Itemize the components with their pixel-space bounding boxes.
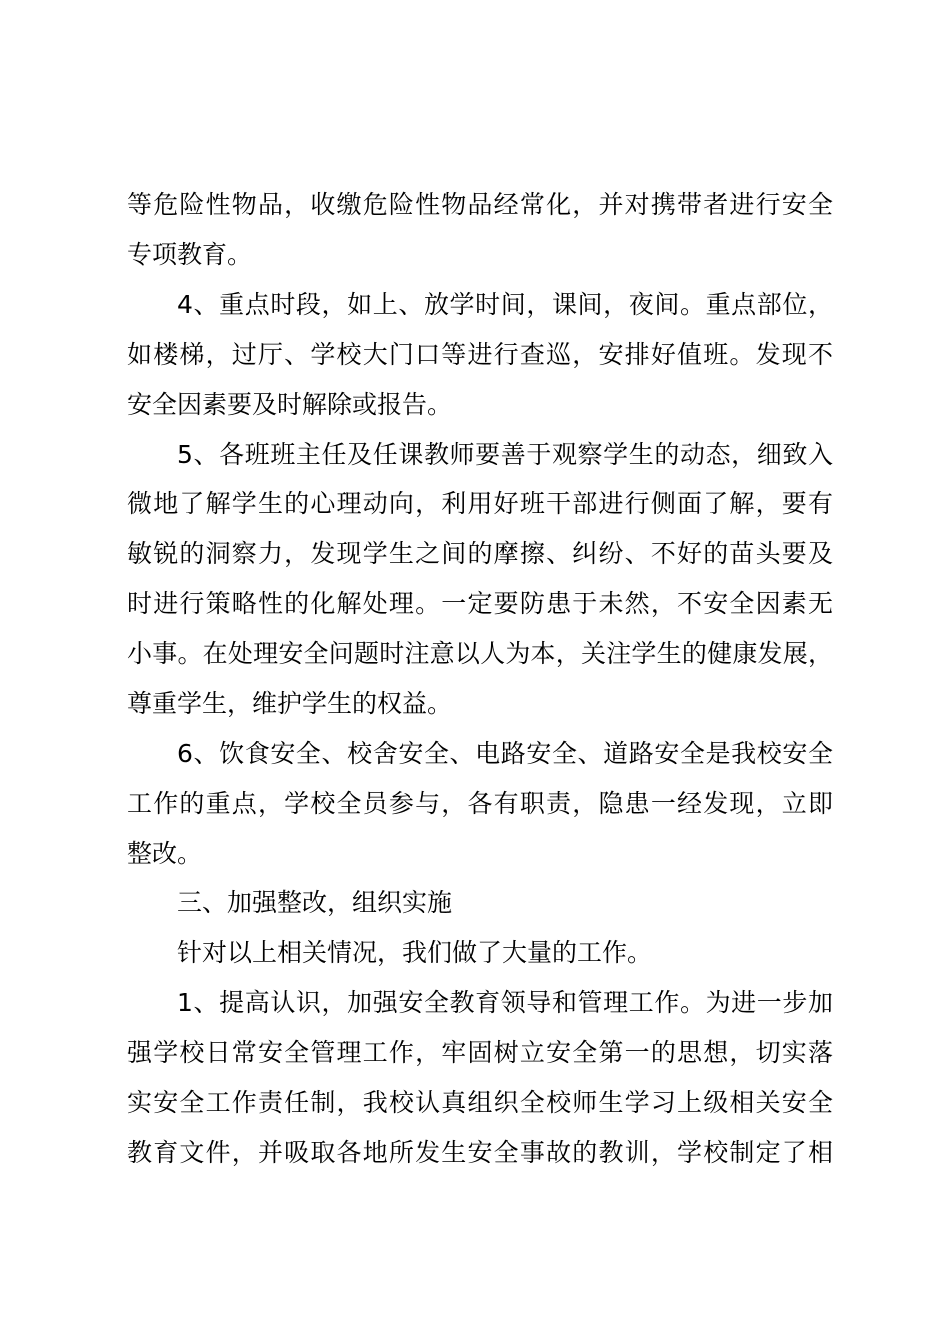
text-line: 微地了解学生的心理动向，利用好班干部进行侧面了解，要有 bbox=[127, 489, 833, 518]
text-line: 教育文件，并吸取各地所发生安全事故的教训，学校制定了相 bbox=[127, 1138, 833, 1167]
text-line: 工作的重点，学校全员参与，各有职责，隐患一经发现，立即 bbox=[127, 789, 833, 818]
paragraph-1-first-line: 1、提高认识，加强安全教育领导和管理工作。为进一步加 bbox=[177, 988, 833, 1017]
text-line: 整改。 bbox=[127, 839, 203, 868]
section-intro: 针对以上相关情况，我们做了大量的工作。 bbox=[177, 938, 653, 967]
text-line: 等危险性物品，收缴危险性物品经常化，并对携带者进行安全 bbox=[127, 190, 833, 219]
text-line: 实安全工作责任制，我校认真组织全校师生学习上级相关安全 bbox=[127, 1088, 833, 1117]
paragraph-5-first-line: 5、各班班主任及任课教师要善于观察学生的动态，细致入 bbox=[177, 440, 833, 469]
text-line: 强学校日常安全管理工作，牢固树立安全第一的思想，切实落 bbox=[127, 1038, 833, 1067]
section-heading: 三、加强整改，组织实施 bbox=[177, 888, 453, 917]
text-line: 专项教育。 bbox=[127, 240, 253, 269]
text-line: 安全因素要及时解除或报告。 bbox=[127, 390, 453, 419]
paragraph-6-first-line: 6、饮食安全、校舍安全、电路安全、道路安全是我校安全 bbox=[177, 739, 833, 768]
text-line: 小事。在处理安全问题时注意以人为本，关注学生的健康发展， bbox=[127, 639, 833, 668]
text-line: 如楼梯，过厅、学校大门口等进行查巡，安排好值班。发现不 bbox=[127, 340, 833, 369]
text-line: 尊重学生，维护学生的权益。 bbox=[127, 689, 453, 718]
text-line: 时进行策略性的化解处理。一定要防患于未然，不安全因素无 bbox=[127, 589, 833, 618]
paragraph-4-first-line: 4、重点时段，如上、放学时间，课间，夜间。重点部位， bbox=[177, 290, 833, 319]
text-line: 敏锐的洞察力，发现学生之间的摩擦、纠纷、不好的苗头要及 bbox=[127, 539, 833, 568]
